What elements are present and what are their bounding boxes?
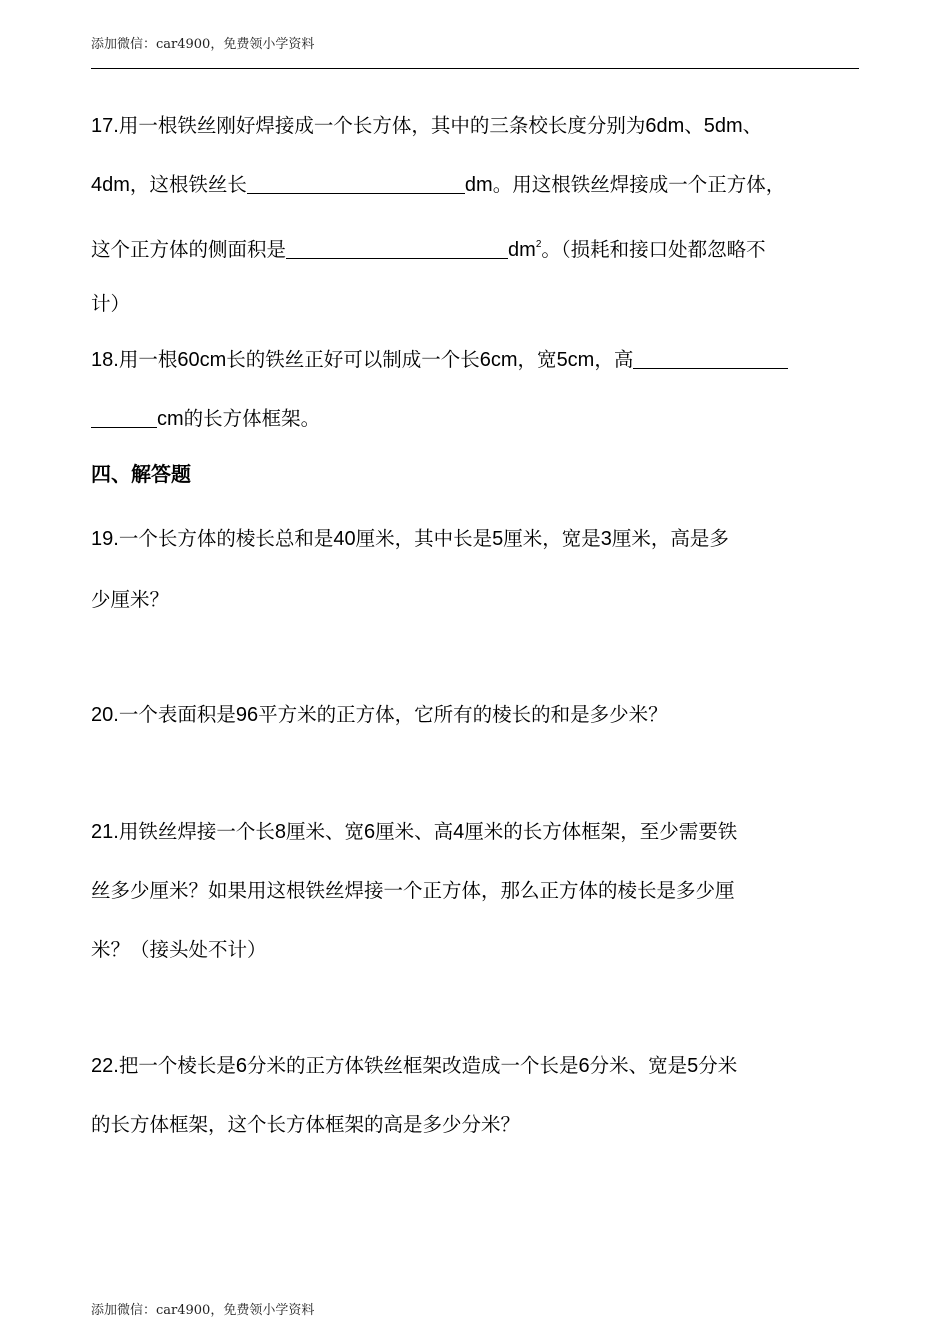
q21-text: 丝多少厘米？如果用这根铁丝焊接一个正方体，那么正方体的棱长是多少厘 <box>91 879 735 902</box>
q19-number: 19. <box>91 528 119 550</box>
q20-line-1 <box>91 701 668 729</box>
q21-value: 8 <box>274 821 286 843</box>
q22-text: 分米 <box>698 1054 738 1077</box>
q17-value: 5dm <box>703 115 743 137</box>
q17-value: 6dm <box>645 115 685 137</box>
q21-value: 4 <box>453 821 465 843</box>
q19-text: 厘米，高是多 <box>611 527 729 550</box>
q17-text: 、 <box>742 114 763 137</box>
q18-line-1 <box>91 346 788 374</box>
q17-exponent: 2 <box>535 239 542 250</box>
q18-value: 60cm <box>177 349 227 371</box>
q19-value: 5 <box>492 528 504 550</box>
q18-text: 的长方体框架。 <box>183 407 321 430</box>
q18-text: 用一根 <box>118 348 178 371</box>
q22-text: 分米、宽是 <box>589 1054 688 1077</box>
q17-line-3 <box>91 231 766 264</box>
q18-text: ，宽 <box>517 348 557 371</box>
q22-text: 分米的正方体铁丝框架改造成一个长是 <box>246 1054 579 1077</box>
q17-value: 4dm <box>91 174 130 196</box>
q21-text: 厘米、宽 <box>285 820 364 843</box>
page-footer-text: 添加微信：car4900，免费领小学资料 <box>91 1303 315 1318</box>
q18-value: 6cm <box>479 349 518 371</box>
q21-text: 用铁丝焊接一个长 <box>118 820 275 843</box>
q19-line-2 <box>91 586 169 614</box>
q17-text: 。用这根铁丝焊接成一个正方体， <box>492 173 786 196</box>
q19-text: 一个长方体的棱长总和是 <box>118 527 334 550</box>
q17-unit: dm <box>464 174 493 196</box>
q17-text: 。（损耗和接口处都忽略不 <box>541 238 766 261</box>
q17-answer-blank-2[interactable] <box>286 238 508 259</box>
q21-line-3 <box>91 936 267 964</box>
q19-value: 40 <box>333 528 356 550</box>
q18-unit: cm <box>157 408 184 430</box>
section-title: 四、解答题 <box>91 462 191 486</box>
q17-number: 17. <box>91 115 119 137</box>
q22-text: 把一个棱长是 <box>118 1054 236 1077</box>
q22-value: 5 <box>687 1055 699 1077</box>
q22-text: 的长方体框架，这个长方体框架的高是多少分米？ <box>91 1113 521 1136</box>
q18-line-2 <box>91 405 320 433</box>
q17-text: 用一根铁丝刚好焊接成一个长方体，其中的三条校长度分别为 <box>118 114 646 137</box>
q21-text: 米？（接头处不计） <box>91 938 267 961</box>
q18-text: ，高 <box>594 348 634 371</box>
q21-number: 21. <box>91 821 119 843</box>
q20-value: 96 <box>235 704 259 726</box>
q18-value: 5cm <box>556 349 595 371</box>
q20-text: 平方米的正方体，它所有的棱长的和是多少米？ <box>258 703 668 726</box>
q19-text: 厘米，其中长是 <box>355 527 493 550</box>
q22-line-1 <box>91 1052 737 1080</box>
q19-text: 少厘米？ <box>91 588 170 611</box>
q17-unit: dm <box>508 239 536 261</box>
q17-line-4 <box>91 290 130 318</box>
q18-number: 18. <box>91 349 119 371</box>
q19-value: 3 <box>600 528 612 550</box>
q17-text: ，这根铁丝长 <box>129 173 247 196</box>
q17-text: 、 <box>684 114 704 137</box>
page-header-text: 添加微信：car4900，免费领小学资料 <box>91 37 315 52</box>
q22-number: 22. <box>91 1055 119 1077</box>
header-divider <box>91 68 859 69</box>
q18-answer-blank-continued[interactable] <box>91 407 157 428</box>
q19-text: 厘米，宽是 <box>503 527 601 550</box>
q17-text: 这个正方体的侧面积是 <box>91 238 287 261</box>
q22-line-2 <box>91 1111 520 1139</box>
q18-text: 长的铁丝正好可以制成一个长 <box>226 348 480 371</box>
q18-answer-blank[interactable] <box>633 348 788 369</box>
q17-text: 计） <box>91 292 131 315</box>
q20-text: 一个表面积是 <box>118 703 236 726</box>
q19-line-1 <box>91 525 729 553</box>
q22-value: 6 <box>235 1055 247 1077</box>
q17-answer-blank-1[interactable] <box>247 173 465 194</box>
q21-line-1 <box>91 818 737 846</box>
q17-line-1 <box>91 112 762 140</box>
q22-value: 6 <box>578 1055 590 1077</box>
q21-line-2 <box>91 877 735 905</box>
q20-number: 20. <box>91 704 119 726</box>
q21-text: 厘米的长方体框架，至少需要铁 <box>464 820 738 843</box>
q21-text: 厘米、高 <box>375 820 454 843</box>
q21-value: 6 <box>363 821 376 843</box>
q17-line-2 <box>91 171 785 199</box>
